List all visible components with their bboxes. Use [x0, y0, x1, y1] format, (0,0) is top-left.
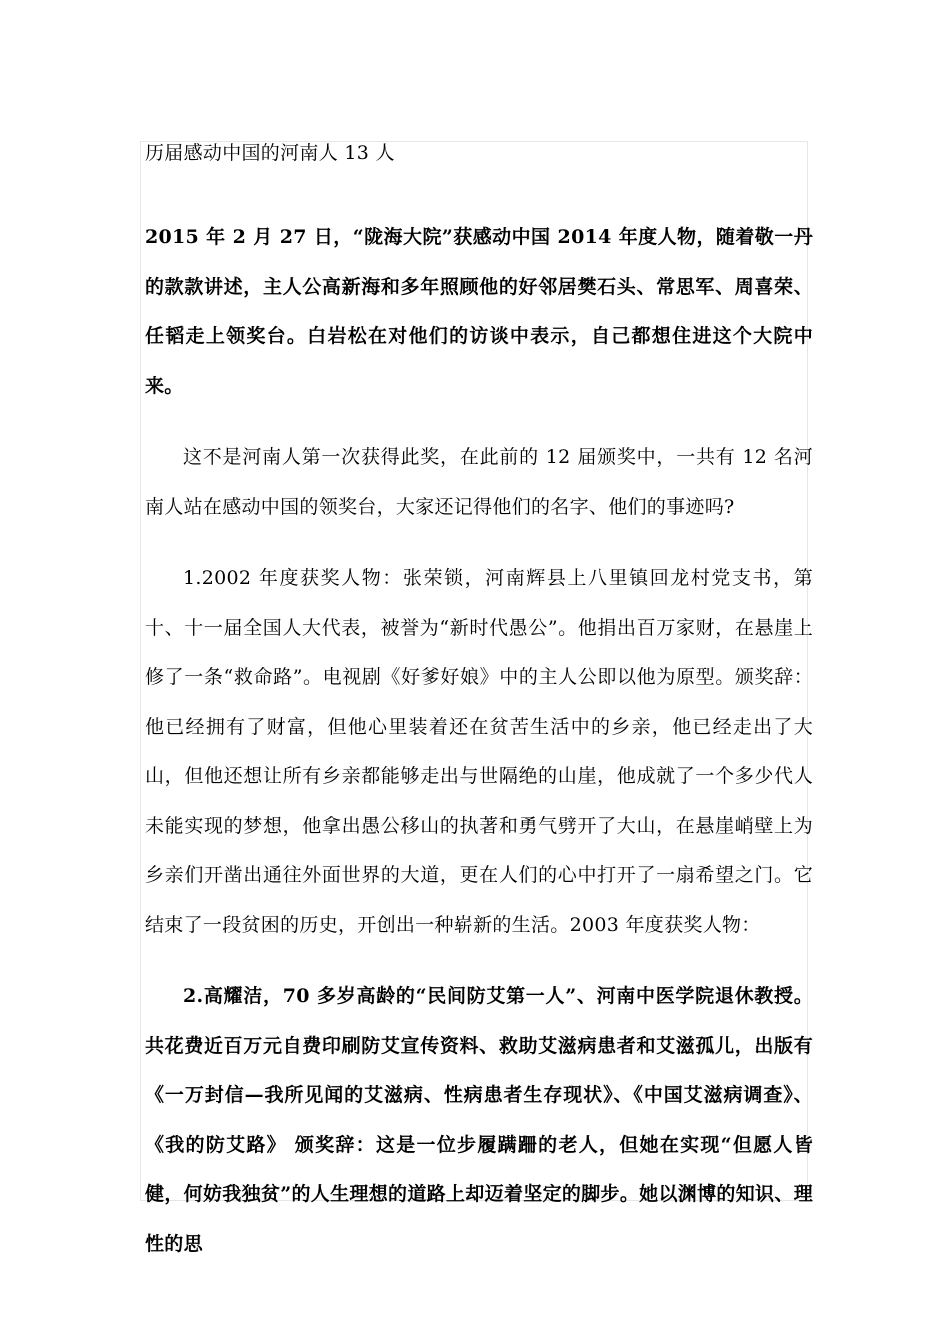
intro-paragraph: 2015 年 2 月 27 日，“陇海大院”获感动中国 2014 年度人物，随着敬一丹的款款讲述，主人公高新海和多年照顾他的好邻居樊石头、常思军、周喜荣、任韬走上领奖台。白岩松在对他们的访谈中表示，自己都想住进这个大院中来。 [145, 226, 813, 397]
context-paragraph: 这不是河南人第一次获得此奖，在此前的 12 届颁奖中，一共有 12 名河南人站在感动中国的领奖台，大家还记得他们的名字、他们的事迹吗? [145, 446, 813, 518]
document-title: 历届感动中国的河南人 13 人 [145, 142, 395, 164]
document-body [145, 141, 813, 1269]
award-entry-2002: 1.2002 年度获奖人物：张荣锁，河南辉县上八里镇回龙村党支书，第十、十一届全国人大代表，被誉为“新时代愚公”。他捐出百万家财，在悬崖上修了一条“救命路”。电视剧《好爹好娘》中的主人公即以他为原型。颁奖辞：他已经拥有了财富，但他心里装着还在贫苦生活中的乡亲，他已经走出了大山，但他还想让所有乡亲都能够走出与世隔绝的山崖，他成就了一个多少代人未能实现的梦想，他拿出愚公移山的执著和勇气劈开了大山，在悬崖峭壁上为乡亲们开凿出通往外面世界的大道，更在人们的心中打开了一扇希望之门。它结束了一段贫困的历史，开创出一种崭新的生活。2003 年度获奖人物： [145, 567, 813, 936]
award-entry-2003: 2.高耀洁，70 多岁高龄的“民间防艾第一人”、河南中医学院退休教授。共花费近百万元自费印刷防艾宣传资料、救助艾滋病患者和艾滋孤儿，出版有《一万封信—我所见闻的艾滋病、性病患者生存现状》、《中国艾滋病调查》、《我的防艾路》 颁奖辞：这是一位步履蹒跚的老人，但她在实现“但愿人皆健，何妨我独贫”的人生理想的道路上却迈着坚定的脚步。她以渊博的知识、理性的思 [145, 985, 813, 1255]
